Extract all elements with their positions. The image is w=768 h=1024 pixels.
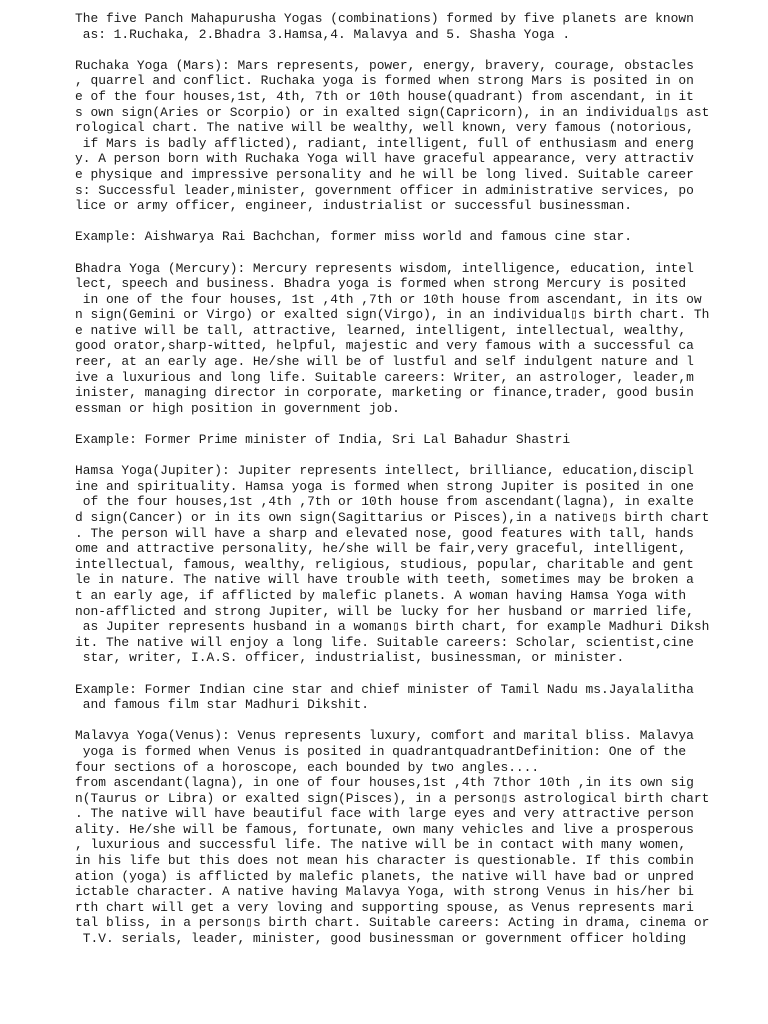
intro-paragraph: The five Panch Mahapurusha Yogas (combinations) formed by five planets are known as: 1.Ruchaka, 2.Bhadra 3.Hamsa,4. Malavya and 5. Shasha Yoga . <box>75 11 694 42</box>
hamsa-example-paragraph: Example: Former Indian cine star and chief minister of Tamil Nadu ms.Jayalalitha and famous film star Madhuri Dikshit. <box>75 681 694 713</box>
ruchaka-yoga-paragraph: Ruchaka Yoga (Mars): Mars represents, power, energy, bravery, courage, obstacles , quarrel and conflict. Ruchaka yoga is formed when strong Mars is posited in on e of the four houses,1st, 4th, 7th or 10th house(quadrant) from ascendant, in it s own sign(Aries or Scorpio) or in exalted sign(Capricorn), in an individual▯s ast rological chart. The native will be wealthy, well known, very famous (notorious, if Mars is badly afflicted), radiant, intelligent, full of enthusiasm and energ y. A person born with Ruchaka Yoga will have graceful appearance, very attractiv e physique and impressive personality and he will be long lived. Suitable career s: Successful leader,minister, government officer in administrative services, po lice or army officer, engineer, industrialist or successful businessman. <box>75 57 710 214</box>
document-page <box>75 11 755 962</box>
hamsa-yoga-paragraph: Hamsa Yoga(Jupiter): Jupiter represents intellect, brilliance, education,discipl ine and spirituality. Hamsa yoga is formed when strong Jupiter is posited in one of the four houses,1st ,4th ,7th or 10th house from ascendant(lagna), in exalte d sign(Cancer) or in its own sign(Sagittarius or Pisces),in a native▯s birth chart . The person will have a sharp and elevated nose, good features with tall, hands ome and attractive personality, he/she will be fair,very graceful, intelligent, intellectual, famous, wealthy, religious, studious, popular, charitable and gent le in nature. The native will have trouble with teeth, sometimes may be broken a t an early age, if afflicted by malefic planets. A woman having Hamsa Yoga with non-afflicted and strong Jupiter, will be lucky for her husband or married life, as Jupiter represents husband in a woman▯s birth chart, for example Madhuri Diksh it. The native will enjoy a long life. Suitable careers: Scholar, scientist,cine star, writer, I.A.S. officer, industrialist, businessman, or minister. <box>75 463 710 666</box>
malavya-yoga-paragraph: Malavya Yoga(Venus): Venus represents luxury, comfort and marital bliss. Malavya yoga is formed when Venus is posited in quadrantquadrantDefinition: One of the four sections of a horoscope, each bounded by two angles.... from ascendant(lagna), in one of four houses,1st ,4th 7thor 10th ,in its own sig n(Taurus or Libra) or exalted sign(Pisces), in a person▯s astrological birth chart . The native will have beautiful face with large eyes and very attractive person ality. He/she will be famous, fortunate, own many vehicles and live a prosperous , luxurious and successful life. The native will be in contact with many women, in his life but this does not mean his character is questionable. If this combin ation (yoga) is afflicted by malefic planets, the native will have bad or unpred ictable character. A native having Malavya Yoga, with strong Venus in his/her bi rth chart will get a very loving and supporting spouse, as Venus represents mari tal bliss, in a person▯s birth chart. Suitable careers: Acting in drama, cinema or T.V. serials, leader, minister, good businessman or government officer holding <box>75 728 710 947</box>
bhadra-example-paragraph: Example: Former Prime minister of India, Sri Lal Bahadur Shastri <box>75 432 571 448</box>
bhadra-yoga-paragraph: Bhadra Yoga (Mercury): Mercury represents wisdom, intelligence, education, intel lect, speech and business. Bhadra yoga is formed when strong Mercury is posited in one of the four houses, 1st ,4th ,7th or 10th house from ascendant, in its ow n sign(Gemini or Virgo) or exalted sign(Virgo), in an individual▯s birth chart. Th e native will be tall, attractive, learned, intelligent, intellectual, wealthy, good orator,sharp-witted, helpful, majestic and very famous with a successful ca reer, at an early age. He/she will be of lustful and self indulgent nature and l ive a luxurious and long life. Suitable careers: Writer, an astrologer, leader,m inister, managing director in corporate, marketing or finance,trader, good busin essman or high position in government job. <box>75 260 710 416</box>
ruchaka-example-paragraph: Example: Aishwarya Rai Bachchan, former miss world and famous cine star. <box>75 229 632 245</box>
